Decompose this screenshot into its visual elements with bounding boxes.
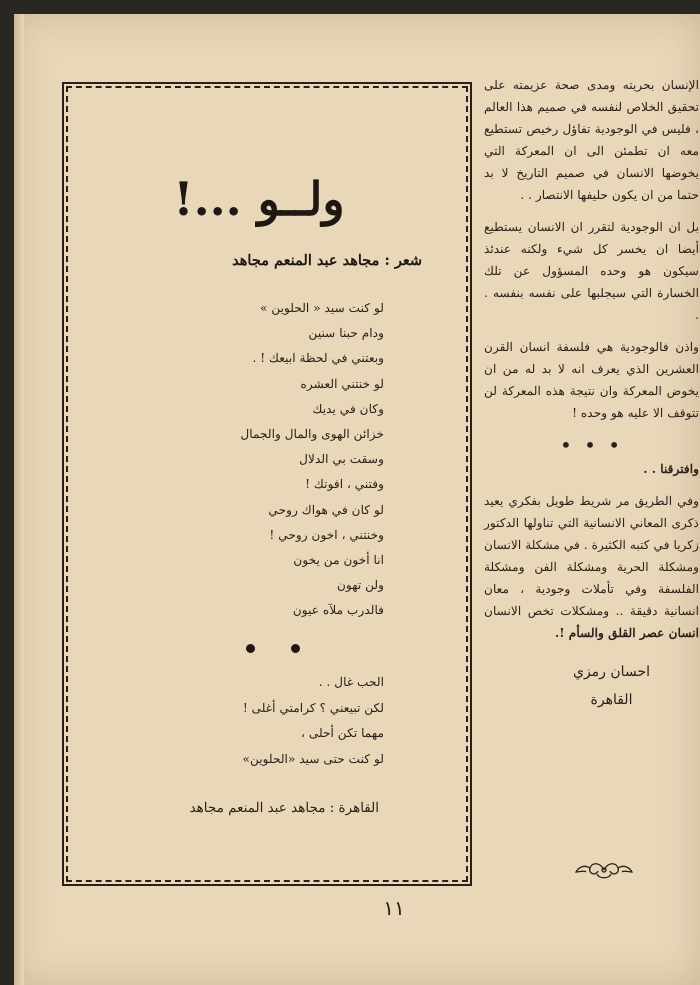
poem-title: ولــو ...! xyxy=(173,172,345,226)
poem-line: وفتني ، افوتك ! xyxy=(305,477,384,492)
poem-line: لو كان في هواك روحي xyxy=(268,502,384,517)
poem-stanza-1 xyxy=(154,296,384,624)
poem-stanza-2 xyxy=(154,670,384,772)
article-paragraph-3: واذن فالوجودية هي فلسفة انسان القرن العشرين الذي يعرف انه لا بد له من ان يخوض المعركة وان نتيجة هذه المعركة لن تتوقف الا عليه هو وحده ! xyxy=(484,340,699,420)
separator-dot xyxy=(246,644,255,653)
poem-line: فالدرب ملآه عيون xyxy=(292,603,384,618)
article-paragraph-2: بل ان الوجودية لتقرر ان الانسان يستطيع أيضا ان يخسر كل شيء ولكنه عندئذ سيكون هو وحده المسؤول عن تلك الخسارة التي سيجلبها على نفسه بنفسه . . xyxy=(484,220,699,322)
section-separator: • • • xyxy=(559,433,624,457)
poem-line: وسقت بي الدلال xyxy=(299,452,384,467)
article-subheading: وافترقنا . . xyxy=(643,462,699,476)
poem-separator xyxy=(246,644,316,656)
poem-line: ولن تهون xyxy=(336,578,384,593)
poem-line: ودام حبنا سنين xyxy=(308,326,384,341)
article-signature xyxy=(484,658,699,714)
page-number: ١١ xyxy=(383,896,405,920)
poem-line: مهما تكن أحلى ، xyxy=(301,726,384,741)
article-closing-bold: انسان عصر القلق والسأم !. xyxy=(554,626,699,640)
magazine-page xyxy=(14,14,700,985)
poem-signature: القاهرة : مجاهد عبد المنعم مجاهد xyxy=(189,800,379,816)
poem-byline: شعر : مجاهد عبد المنعم مجاهد xyxy=(232,252,422,269)
article-paragraph-1: الإنسان بحريته ومدى صحة عزيمته على تحقيق الخلاص لنفسه في صميم هذا العالم ، فليس في الوجودية تفاؤل رخيص تستطيع معه ان تطمئن الى ان المعركة التي يخوضها الانسان في صميم التاريخ لا بد حتما من ان يكون حليفها الانتصار . . xyxy=(484,78,699,202)
binding-gutter xyxy=(14,14,24,985)
author-city: القاهرة xyxy=(590,692,633,708)
poem-line: لو كنت حتى سيد «الحلوين» xyxy=(242,751,384,766)
decorative-ornament-icon xyxy=(569,856,639,884)
poem-line: انا أخون من يخون xyxy=(293,553,384,568)
poem-line: لو خنتني العشره xyxy=(300,376,384,391)
poem-line: خزائن الهوى والمال والجمال xyxy=(240,427,384,442)
article-paragraph-4-text: وفي الطريق مر شريط طويل بفكري يعيد ذكرى المعاني الانسانية التي تناولها الدكتور زكريا في كتبه الكثيرة . في مشكلة الانسان ومشكلة الحرية ومشكلة الفن ومشكلة الفلسفة وفي تأملات وجودية ، معان انسانية دقيقة .. ومشكلات تخص الانسان xyxy=(484,494,699,618)
separator-dot xyxy=(291,644,300,653)
poem-line: وكان في يديك xyxy=(312,401,384,416)
poem-line: وخنتني ، اخون روحي ! xyxy=(269,527,384,542)
article-paragraph-4 xyxy=(484,490,699,644)
poem-line: لو كنت سيد « الحلوين » xyxy=(260,301,384,315)
author-name: احسان رمزي xyxy=(573,664,650,680)
poem-line: وبعتني في لحظة ابيعك ! . xyxy=(252,351,384,366)
article-column xyxy=(484,74,699,714)
poem-line: الحب غال . . xyxy=(318,675,384,689)
poem-line: لكن تبيعني ؟ كرامتي أغلى ! xyxy=(242,700,384,715)
